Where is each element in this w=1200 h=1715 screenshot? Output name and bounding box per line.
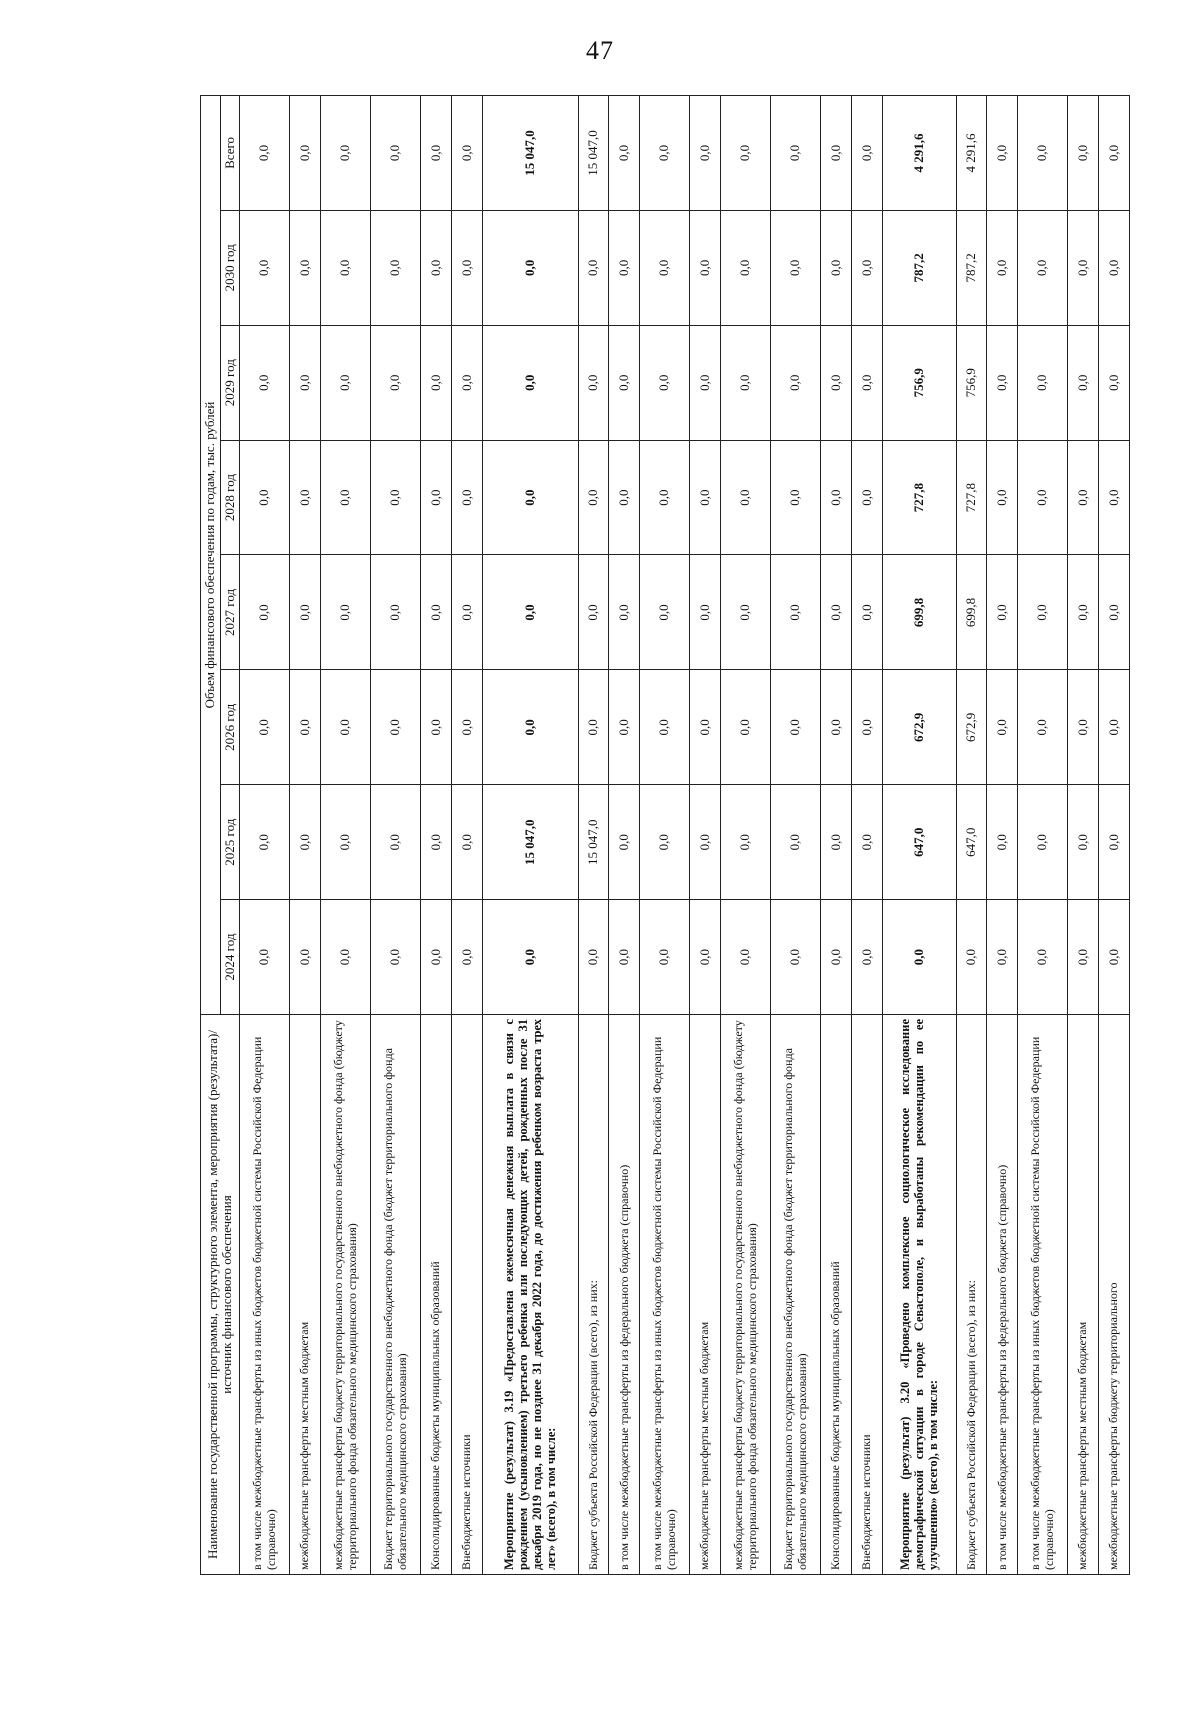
row-year-value: 0,0 [609,440,640,555]
row-year-value: 0,0 [771,670,821,785]
row-year-value: 0,0 [609,210,640,325]
table-row [290,96,321,1575]
row-year-value: 0,0 [1099,555,1130,670]
row-year-value: 0,0 [1018,210,1068,325]
table-row [987,96,1018,1575]
row-year-value: 0,0 [821,670,852,785]
row-year-value: 0,0 [240,210,290,325]
row-year-value: 0,0 [1068,555,1099,670]
financing-table [200,95,1130,1575]
row-year-value: 0,0 [578,900,609,1015]
row-total-value: 0,0 [821,96,852,211]
row-year-value: 0,0 [771,210,821,325]
row-total-value: 15 047,0 [578,96,609,211]
row-total-value: 0,0 [320,96,370,211]
table-row [821,96,852,1575]
row-year-value: 0,0 [640,440,690,555]
table-row [371,96,421,1575]
header-year: 2029 год [220,325,240,440]
row-year-value: 0,0 [852,440,883,555]
row-name: в том числе межбюджетные трансферты из иных бюджетов бюджетной системы Российской Федерации (справочно) [240,1015,290,1575]
row-year-value: 0,0 [721,670,771,785]
row-year-value: 0,0 [609,325,640,440]
header-name-column: Наименование государственной программы, структурного элемента, мероприятия (результата)/источник финансового обеспечения [201,1015,240,1575]
row-total-value: 0,0 [771,96,821,211]
row-name: межбюджетные трансферты местным бюджетам [1068,1015,1099,1575]
row-year-value: 0,0 [852,555,883,670]
row-year-value: 0,0 [690,555,721,670]
row-name: Внебюджетные источники [852,1015,883,1575]
row-year-value: 0,0 [290,670,321,785]
row-year-value: 0,0 [578,440,609,555]
row-total-value: 0,0 [451,96,482,211]
table-row [1099,96,1130,1575]
row-year-value: 15 047,0 [578,785,609,900]
row-year-value: 0,0 [821,785,852,900]
rotated-table-container [200,95,1130,1575]
row-total-value: 0,0 [1018,96,1068,211]
row-year-value: 0,0 [290,785,321,900]
table-row [1068,96,1099,1575]
row-year-value: 0,0 [640,555,690,670]
table-row [882,96,956,1575]
row-year-value: 0,0 [987,440,1018,555]
row-year-value: 0,0 [771,785,821,900]
row-year-value: 0,0 [640,670,690,785]
row-year-value: 0,0 [371,785,421,900]
row-year-value: 0,0 [956,900,987,1015]
row-year-value: 0,0 [240,440,290,555]
row-name: Бюджет территориального государственного внебюджетного фонда (бюджет территориального фонда обязательного медицинского страхования) [371,1015,421,1575]
row-year-value: 0,0 [1068,325,1099,440]
row-year-value: 0,0 [290,440,321,555]
row-year-value: 0,0 [290,900,321,1015]
row-name: межбюджетные трансферты бюджету территориального государственного внебюджетного фонда (бюджету территориального фонда обязательного медицинского страхования) [320,1015,370,1575]
row-year-value: 0,0 [1099,440,1130,555]
row-year-value: 0,0 [482,900,578,1015]
row-year-value: 0,0 [421,785,452,900]
row-year-value: 787,2 [956,210,987,325]
row-year-value: 0,0 [240,900,290,1015]
row-year-value: 0,0 [482,670,578,785]
row-year-value: 0,0 [640,900,690,1015]
row-total-value: 0,0 [609,96,640,211]
row-year-value: 0,0 [290,555,321,670]
page-number: 47 [586,36,614,65]
row-year-value: 0,0 [987,670,1018,785]
row-total-value: 15 047,0 [482,96,578,211]
row-year-value: 0,0 [421,555,452,670]
row-year-value: 0,0 [987,210,1018,325]
table-body [240,96,1130,1575]
row-year-value: 0,0 [640,785,690,900]
row-year-value: 0,0 [1099,900,1130,1015]
table-row [240,96,290,1575]
row-year-value: 647,0 [956,785,987,900]
row-year-value: 0,0 [1018,440,1068,555]
row-year-value: 0,0 [371,670,421,785]
row-year-value: 0,0 [721,210,771,325]
row-year-value: 0,0 [1068,900,1099,1015]
row-year-value: 0,0 [451,900,482,1015]
row-name: Консолидированные бюджеты муниципальных образований [821,1015,852,1575]
header-year: 2024 год [220,900,240,1015]
row-year-value: 0,0 [987,325,1018,440]
row-year-value: 699,8 [956,555,987,670]
row-year-value: 0,0 [482,325,578,440]
row-year-value: 0,0 [320,440,370,555]
row-year-value: 0,0 [1099,210,1130,325]
row-year-value: 672,9 [956,670,987,785]
row-total-value: 4 291,6 [956,96,987,211]
row-year-value: 0,0 [609,555,640,670]
row-year-value: 0,0 [609,900,640,1015]
row-year-value: 0,0 [421,325,452,440]
row-year-value: 0,0 [987,555,1018,670]
row-name: Бюджет территориального государственного внебюджетного фонда (бюджет территориального фонда обязательного медицинского страхования) [771,1015,821,1575]
table-row [1018,96,1068,1575]
row-total-value: 0,0 [852,96,883,211]
row-year-value: 0,0 [821,555,852,670]
row-year-value: 0,0 [821,440,852,555]
row-year-value: 0,0 [852,785,883,900]
row-year-value: 0,0 [721,785,771,900]
row-year-value: 0,0 [451,670,482,785]
row-year-value: 0,0 [771,555,821,670]
row-year-value: 0,0 [578,325,609,440]
row-year-value: 0,0 [371,210,421,325]
header-year: 2026 год [220,670,240,785]
row-year-value: 0,0 [482,210,578,325]
row-total-value: 4 291,6 [882,96,956,211]
row-year-value: 0,0 [578,670,609,785]
row-total-value: 0,0 [1068,96,1099,211]
row-total-value: 0,0 [240,96,290,211]
table-row [578,96,609,1575]
row-year-value: 0,0 [771,325,821,440]
row-year-value: 0,0 [852,325,883,440]
header-year: 2028 год [220,440,240,555]
row-year-value: 0,0 [771,440,821,555]
row-year-value: 0,0 [1068,210,1099,325]
table-row [421,96,452,1575]
table-row [482,96,578,1575]
table-row [640,96,690,1575]
row-year-value: 0,0 [1068,440,1099,555]
row-year-value: 0,0 [821,210,852,325]
row-year-value: 0,0 [852,210,883,325]
table-row [956,96,987,1575]
row-year-value: 0,0 [578,555,609,670]
row-year-value: 0,0 [852,670,883,785]
row-year-value: 0,0 [240,555,290,670]
row-year-value: 15 047,0 [482,785,578,900]
row-year-value: 0,0 [721,440,771,555]
row-year-value: 0,0 [821,325,852,440]
row-year-value: 0,0 [690,900,721,1015]
row-year-value: 0,0 [320,555,370,670]
row-name: межбюджетные трансферты бюджету территориального [1099,1015,1130,1575]
row-year-value: 727,8 [956,440,987,555]
row-year-value: 0,0 [1018,670,1068,785]
header-total: Всего [220,96,240,211]
row-name: межбюджетные трансферты бюджету территориального государственного внебюджетного фонда (бюджету территориального фонда обязательного медицинского страхования) [721,1015,771,1575]
row-year-value: 0,0 [690,440,721,555]
row-year-value: 0,0 [290,210,321,325]
row-year-value: 0,0 [451,785,482,900]
row-year-value: 0,0 [1018,900,1068,1015]
table-row [721,96,771,1575]
row-year-value: 0,0 [451,440,482,555]
row-year-value: 0,0 [240,670,290,785]
row-year-value: 0,0 [609,670,640,785]
row-year-value: 0,0 [1018,555,1068,670]
row-year-value: 699,8 [882,555,956,670]
row-name: Мероприятие (результат) 3.19 «Предоставлена ежемесячная денежная выплата в связи с рождением (усыновлением) третьего ребенка или последующих детей, рожденных после 31 декабря 2019 года, но не позднее 31 декабря 2022 года, до достижения ребенком возраста трех лет» (всего), в том числе: [482,1015,578,1575]
table-row [852,96,883,1575]
row-year-value: 0,0 [721,555,771,670]
row-year-value: 0,0 [1099,670,1130,785]
row-name: в том числе межбюджетные трансферты из федерального бюджета (справочно) [609,1015,640,1575]
row-total-value: 0,0 [987,96,1018,211]
row-total-value: 0,0 [640,96,690,211]
row-year-value: 0,0 [482,440,578,555]
table-row [609,96,640,1575]
row-year-value: 647,0 [882,785,956,900]
row-year-value: 0,0 [690,670,721,785]
row-name: в том числе межбюджетные трансферты из иных бюджетов бюджетной системы Российской Федерации (справочно) [640,1015,690,1575]
row-name: Бюджет субъекта Российской Федерации (всего), из них: [956,1015,987,1575]
row-year-value: 0,0 [421,210,452,325]
row-year-value: 0,0 [371,440,421,555]
row-name: Мероприятие (результат) 3.20 «Проведено комплексное социологическое исследование демографической ситуации в городе Севастополе, и выработаны рекомендации по ее улучшению» (всего), в том числе: [882,1015,956,1575]
row-year-value: 672,9 [882,670,956,785]
row-year-value: 0,0 [320,670,370,785]
row-year-value: 0,0 [1099,325,1130,440]
row-year-value: 0,0 [640,210,690,325]
row-total-value: 0,0 [290,96,321,211]
row-year-value: 0,0 [371,900,421,1015]
header-year: 2025 год [220,785,240,900]
row-name: межбюджетные трансферты местным бюджетам [690,1015,721,1575]
row-year-value: 0,0 [320,900,370,1015]
row-year-value: 0,0 [1068,670,1099,785]
row-year-value: 756,9 [882,325,956,440]
row-year-value: 0,0 [371,555,421,670]
row-year-value: 0,0 [482,555,578,670]
row-year-value: 0,0 [987,900,1018,1015]
row-year-value: 0,0 [821,900,852,1015]
row-year-value: 0,0 [1018,325,1068,440]
header-group: Объем финансового обеспечения по годам, тыс. рублей [201,96,221,1015]
row-year-value: 0,0 [690,785,721,900]
row-total-value: 0,0 [690,96,721,211]
row-year-value: 0,0 [371,325,421,440]
row-year-value: 0,0 [421,670,452,785]
table-row [320,96,370,1575]
row-name: в том числе межбюджетные трансферты из федерального бюджета (справочно) [987,1015,1018,1575]
row-name: межбюджетные трансферты местным бюджетам [290,1015,321,1575]
row-name: Бюджет субъекта Российской Федерации (всего), из них: [578,1015,609,1575]
row-year-value: 0,0 [451,325,482,440]
row-total-value: 0,0 [721,96,771,211]
row-year-value: 0,0 [320,210,370,325]
row-year-value: 0,0 [771,900,821,1015]
row-name: Внебюджетные источники [451,1015,482,1575]
row-name: в том числе межбюджетные трансферты из иных бюджетов бюджетной системы Российской Федерации (справочно) [1018,1015,1068,1575]
row-year-value: 756,9 [956,325,987,440]
row-total-value: 0,0 [421,96,452,211]
row-year-value: 727,8 [882,440,956,555]
row-total-value: 0,0 [1099,96,1130,211]
row-year-value: 0,0 [987,785,1018,900]
row-year-value: 0,0 [240,325,290,440]
row-year-value: 0,0 [1099,785,1130,900]
table-row [451,96,482,1575]
row-year-value: 0,0 [578,210,609,325]
row-year-value: 0,0 [240,785,290,900]
row-year-value: 0,0 [1018,785,1068,900]
row-year-value: 0,0 [721,900,771,1015]
row-year-value: 0,0 [320,785,370,900]
row-year-value: 787,2 [882,210,956,325]
row-year-value: 0,0 [451,210,482,325]
row-year-value: 0,0 [690,325,721,440]
row-year-value: 0,0 [852,900,883,1015]
row-year-value: 0,0 [290,325,321,440]
row-year-value: 0,0 [721,325,771,440]
row-year-value: 0,0 [640,325,690,440]
row-total-value: 0,0 [371,96,421,211]
row-year-value: 0,0 [421,900,452,1015]
row-year-value: 0,0 [320,325,370,440]
header-year: 2030 год [220,210,240,325]
row-year-value: 0,0 [451,555,482,670]
header-year: 2027 год [220,555,240,670]
table-row [771,96,821,1575]
row-year-value: 0,0 [421,440,452,555]
row-year-value: 0,0 [609,785,640,900]
row-year-value: 0,0 [690,210,721,325]
row-year-value: 0,0 [882,900,956,1015]
row-year-value: 0,0 [1068,785,1099,900]
table-row [690,96,721,1575]
row-name: Консолидированные бюджеты муниципальных образований [421,1015,452,1575]
